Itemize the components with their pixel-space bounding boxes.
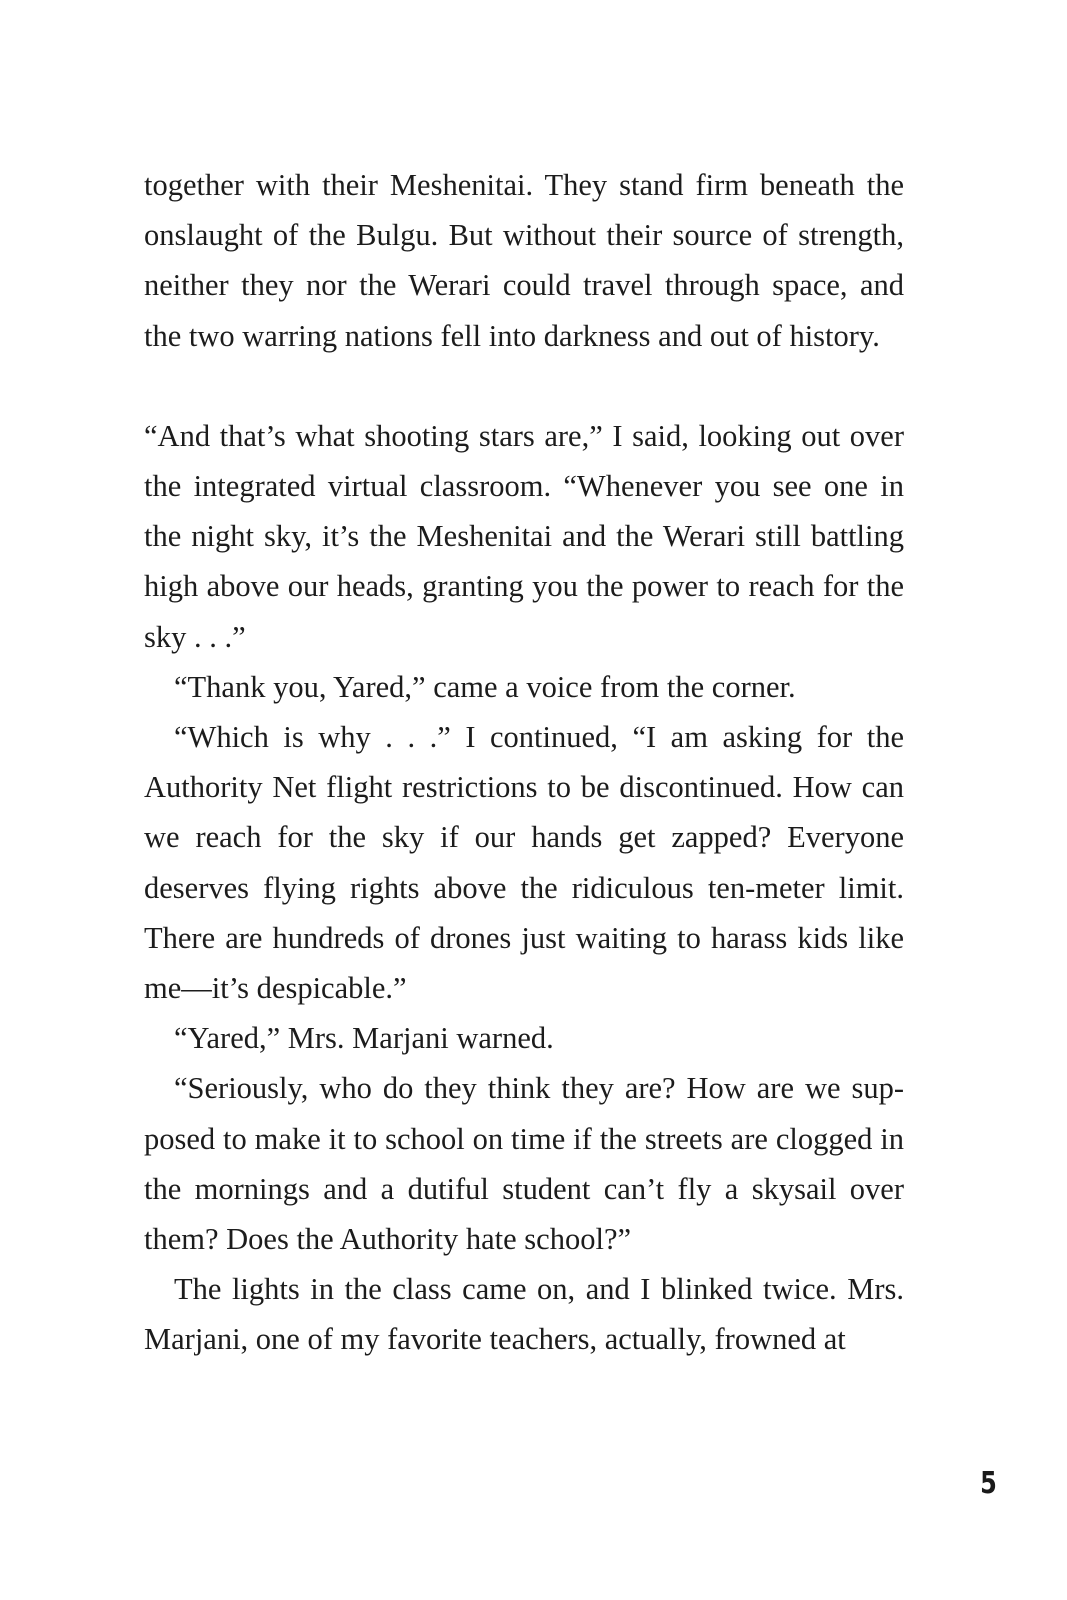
body-text — [144, 160, 904, 1365]
paragraph-7: The lights in the class came on, and I blinked twice. Mrs. Marjani, one of my favorite teachers, actually, frowned at — [144, 1272, 904, 1357]
paragraph-3: “Thank you, Yared,” came a voice from the corner. — [174, 669, 796, 704]
paragraph-4: “Which is why . . .” I continued, “I am asking for the Authority Net flight restrictions to be discontinued. How can we reach for the sky if our hands get zapped? Everyone deserves flying rights above the ridiculous ten-meter limit. There are hundreds of drones just waiting to harass kids like me—it’s despicable.” — [144, 720, 904, 1006]
paragraph-2: “And that’s what shooting stars are,” I said, looking out over the integrated virtual classroom. “Whenever you see one in the night sky, it’s the Meshenitai and the Werari still battling high above our heads, granting you the power to reach for the sky . . .” — [144, 418, 904, 654]
paragraph-6: “Seriously, who do they think they are? How are we supposed to make it to school on time if the streets are clogged in the mornings and a dutiful student can’t fly a skysail over them? Does the Authority hate school?” — [144, 1071, 904, 1257]
paragraph-1: together with their Meshenitai. They stand firm beneath the onslaught of the Bulgu. But without their source of strength, neither they nor the Werari could travel through space, and the two warring nations fell into darkness and out of history. — [144, 168, 904, 353]
page-number: 5 — [980, 1466, 997, 1501]
paragraph-5: “Yared,” Mrs. Marjani warned. — [174, 1021, 554, 1056]
